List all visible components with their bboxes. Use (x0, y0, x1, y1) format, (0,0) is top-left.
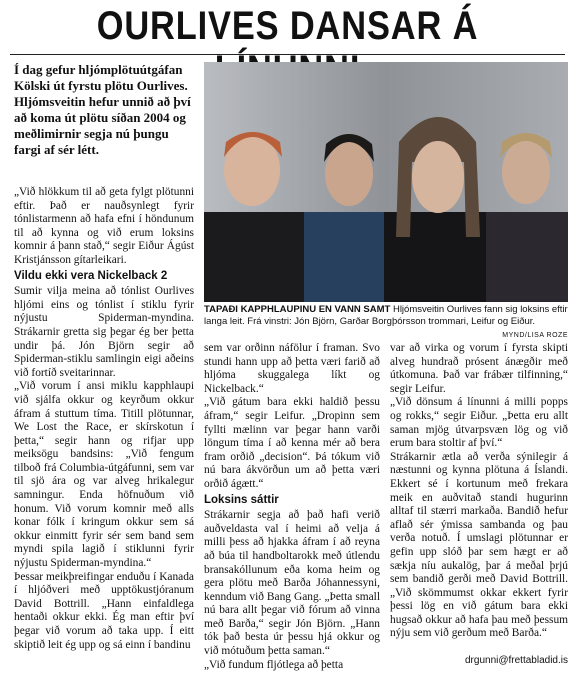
byline-email: drgunni@frettabladid.is (465, 655, 568, 666)
col2-paragraph-4: „Við fundum fljótlega að þetta (204, 658, 344, 671)
col2-paragraph-2: „Við gátum bara ekki haldið þessu áfram,“ segir Leifur. „Dropinn sem fyllti mælinn var þegar hann varði löngum tíma í að kenna mér að bera fram orðið „decision“. Þá tókum við nú bara ákvörðun um að þetta væri orðið ágætt.“ (204, 396, 380, 490)
col2-paragraph-1: sem var orðinn náfölur í framan. Svo stundi hann upp að þetta væri farið að hljóma skuggalega líkt og Nickelback.“ (204, 342, 380, 395)
caption-text: Hljómsveitin Ourlives fann sig loksins eftir langa leit. Frá vinstri: Jón Björn, Garðar Borgþórsson trommari, Leifur og Eiður. (204, 304, 568, 327)
col1-paragraph-3: „Við vorum í ansi miklu kapphlaupi við sjálfa okkur og keyrðum okkur áfram á stuttum tíma. Titill plötunnar, We Lost the Race, er skírskotun í þetta,“ segir hann og rifjar upp meiksögu bandsins: „Við fengum tilboð frá Columbia-útgáfunni, sem var til sjö ára og var alveg hrikalegur samningur. Enda höfnuðum við honum. Við vorum komnir með alls konar fólk í kringum okkur sem sá okkur einmitt fyrir sér sem band sem myndi spila lagið í stiklunni fyrir nýjustu Spiderman-myndina.“ (14, 380, 194, 570)
lede: Í dag gefur hljómplötuútgáfan Kölski út fyrstu plötu Ourlives. Hljómsveitin hefur unnið að því að koma út plötu síðan 2004 og meðlimirnir segja nú þungu fargi af sér létt. (14, 62, 191, 157)
column-1 (14, 186, 194, 652)
caption-lead: TAPAÐI KAPPHLAUPINU EN VANN SAMT (204, 304, 391, 315)
col3-paragraph-3: Strákarnir ætla að verða sýnilegir á næstunni og kynna plötuna á Íslandi. Ekkert sé í kortunum með frekara meik en auðvitað standi hugurinn alltaf til stærri markaða. Bandið hefur aflað sér ýmissa sambanda og þau verða notuð. Í umslagi plötunnar er gefin upp slóð þar sem hægt er að sækja níu aukalög, þar á meðal þrjú sem bandið gerði með David Bottrill. „Við skömmumst okkar ekkert fyrir þessi lög en við gátum bara ekki hugsað okkur að hafa þau með þessum nýju sem við gerðum með Barða.“ (390, 450, 568, 640)
photo-credit: MYND/LISA ROZE (502, 332, 568, 339)
headline-rule (10, 54, 565, 55)
photo-caption (204, 304, 568, 328)
col3-paragraph-1: var að virka og vorum í fyrsta skipti alveg hundrað prósent ánægðir með útkomuna. Það var frábær tilfinning,“ segir Leifur. (390, 342, 568, 395)
subheading-nickelback: Vildu ekki vera Nickelback 2 (14, 269, 168, 282)
col3-paragraph-2: „Við dönsum á línunni á milli popps og rokks,“ segir Eiður. „Þetta eru allt saman mjög útvarpsvæn lög og við erum bara stoltir af því.“ (390, 396, 568, 450)
column-3 (390, 342, 568, 641)
column-2 (204, 342, 380, 672)
col1-paragraph-4: Þessar meikþreifingar enduðu í Kanada í hljóðveri með upptökustjóranum David Bottrill. „Hann einfaldlega hentaði okkur ekki. Ég man eftir því þegar við vorum að taka upp. Í eitt skiptið leit ég upp og sá einn í bandinu (14, 570, 194, 651)
col1-paragraph-2: Sumir vilja meina að tónlist Ourlives hljómi eins og tónlist í stiklu fyrir nýjustu Spiderman-myndina. Strákarnir gretta sig þegar ég ber þetta undir þá. Jón Björn segir að Spiderman-stiklu samlingin eigi aðeins við fortíð sveitarinnar. (14, 285, 194, 379)
headline: OURLIVES DANSAR Á (96, 4, 479, 48)
col2-paragraph-3: Strákarnir segja að það hafi verið auðveldasta val í heimi að velja á milli þess að hjakka áfram í að reyna að búa til handboltarokk með útlendu bransakóllunum eða koma heim og gera plötu með Barða Jóhannessyni, kenndum við Bang Gang. „Þetta small nú bara allt þegar við fórum að vinna með Barða,“ segir Jón Björn. „Hann tók það besta úr þessu hjá okkur og við mótuðum þetta saman.“ (204, 509, 380, 658)
col1-paragraph-1: „Við hlökkum til að geta fylgt plötunni eftir. Það er nauðsynlegt fyrir tónlistarmenn að hafa efni í höndunum til að kynna og við erum loksins komnir á þann stað,“ segir Eiður Ágúst Kristjánsson gítarleikari. (14, 186, 194, 266)
subheading-loksins: Loksins sáttir (204, 493, 279, 506)
band-photo (204, 62, 568, 302)
